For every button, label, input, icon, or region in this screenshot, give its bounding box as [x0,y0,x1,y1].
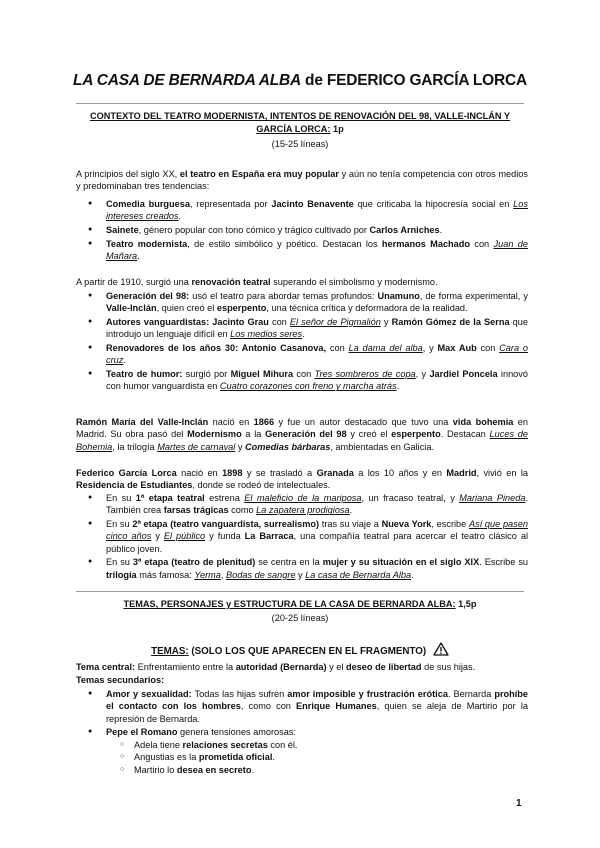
lorca-text: a los 10 años y en [353,468,447,478]
item-text: , quien creó el [156,303,217,314]
section2-lines: (20-25 líneas) [271,613,329,623]
valle-term: Modernismo [187,429,242,440]
item-text: . Escribe su [479,557,529,568]
item-work: El señor de Pigmalión [289,317,381,327]
title-work: LA CASA DE BERNARDA ALBA [72,72,301,89]
item-text: , una compañía teatral para acercar el teatro clásico al público joven. [106,531,529,554]
item-author: Enrique Humanes [296,701,377,712]
item-term: Teatro modernista [106,238,188,249]
item-work: Mariana Pineda [459,493,526,503]
list-item [76,688,528,725]
tema-central-text: de sus hijas. [421,662,476,672]
document-title [0,72,600,90]
item-text: . [439,225,443,235]
tendencias-list [76,198,528,264]
item-text: , y [415,369,430,379]
intro-t1: A principios del siglo XX, [76,169,180,179]
item-term: prohíbe el contacto con los hombres [106,689,529,712]
p1910-t2: renovación teatral [191,277,271,287]
lorca-place: Granada [316,468,354,478]
item-term: Comedia burguesa [106,199,190,209]
item-text: , una técnica crítica y deformadora de la realidad. [266,303,468,314]
item-work: La zapatera prodigiosa [256,505,350,516]
item-author: Ramón Gómez de la Serna [391,317,510,327]
item-text: , escribe [431,519,469,529]
list-item [76,290,528,315]
temas-secundarios-text: Temas secundarios: [76,675,165,685]
item-work: Los medios seres [230,329,303,340]
item-work: Yerma [194,569,221,580]
item-text: Todas las hijas sufren [191,689,288,699]
item-text: con [268,317,290,327]
item-author: Miguel Mihura [230,369,294,379]
item-text: , quien se aleja de Martirio por la represión de Bernarda. [106,701,528,724]
item-text: . [396,381,400,392]
temas-secundarios-list [76,688,528,777]
list-item [76,492,528,517]
item-text: , representada por [189,199,272,209]
lorca-text: , donde se rodeó de intelectuales. [192,480,331,491]
valle-text: . Destacan [440,429,490,440]
item-text: innovó con humor vanguardista en [106,369,528,392]
tema-central-text: Enfrentamiento entre la [135,662,236,672]
item-term: trilogía [106,569,137,580]
lorca-place: Residencia de Estudiantes [76,480,193,491]
valle-term: Generación del 98 [265,429,347,440]
item-author: hermanos Machado [381,238,470,249]
item-work: Así que pasen cinco años [106,519,528,542]
sub-text: con él. [267,739,298,750]
tema-central-term: deseo de libertad [345,662,422,672]
temas-heading-text: TEMAS: [151,646,189,657]
section1-lines: (15-25 líneas) [271,139,329,149]
item-text: . [302,329,305,340]
lorca-text: y se trasladó a [242,468,317,478]
item-text: y [295,569,306,580]
item-place: Nueva York [381,519,432,529]
item-term: Pepe el Romano [106,727,178,738]
item-work: El público [163,531,206,542]
tema-central-label: Tema central: [76,662,136,672]
pepe-sublist [106,739,528,776]
temas-heading [76,642,524,659]
item-author: Valle-Inclán [106,303,157,314]
sub-term: prometida oficial [198,752,273,763]
item-text: En su [106,519,133,529]
item-term: Renovadores de los años 30: Antonio Casanova, [106,343,327,353]
divider-middle [76,591,524,592]
lorca-text: , vivió en la [476,468,528,478]
valle-term: esperpento [391,429,441,440]
item-term: Amor y sexualidad: [106,689,192,699]
item-text: usó el teatro para abordar temas profundos: [189,291,378,301]
item-term: esperpento [216,303,267,314]
item-text: surgió por [182,369,231,379]
item-term: 1ª etapa teatral [135,493,205,503]
list-item [76,556,528,581]
valle-text: en Madrid. Su obra pasó del [76,417,529,440]
item-author: Jacinto Benavente [271,199,354,209]
item-text: , un fracaso teatral, y [361,493,460,503]
item-text: . También crea [106,493,529,516]
lorca-year: 1898 [222,468,243,478]
section1-heading [76,110,524,136]
valle-paragraph [76,416,528,453]
item-text: que criticaba la hipocresía social en [353,199,514,209]
p1910-t3: superando el simbolismo y modernismo. [270,277,438,287]
item-author: Carlos Arniches [369,225,440,235]
item-work: Juan de Mañara [106,238,529,261]
item-text: . [178,211,182,222]
item-text: como [228,505,257,516]
section2-points: 1,5p [455,599,477,609]
valle-work: Luces de Bohemia [76,429,528,452]
renovacion-list [76,290,528,394]
valle-text: a la [241,429,266,440]
item-work: La dama del alba [348,343,423,353]
item-text: . [137,251,140,261]
item-term: Generación del 98: [106,291,190,301]
item-work: El maleficio de la mariposa [244,493,362,503]
divider-top [76,103,524,104]
page-number: 1 [516,798,522,809]
item-work: Cuatro corazones con freno y marcha atrás [219,381,397,392]
item-work: Los intereses creados [106,199,528,222]
item-text: . [349,505,353,516]
item-text: , de forma experimental, y [419,291,528,301]
list-item [76,198,528,223]
item-term: farsas trágicas [163,505,229,516]
item-text: , y [422,343,438,353]
tema-central [76,661,528,673]
title-author: de FEDERICO GARCÍA LORCA [300,72,528,89]
item-term: mujer y su situación en el siglo XIX [322,557,480,568]
intro-paragraph [76,168,528,193]
item-text: , [220,569,227,580]
list-item [76,726,528,776]
item-term: amor imposible y frustración erótica [287,689,448,699]
list-item [76,238,528,263]
list-item [76,316,528,341]
valle-text: nació en [208,417,254,427]
valle-text: y creó el [346,429,392,440]
section2-heading-text: TEMAS, PERSONAJES y ESTRUCTURA DE LA CASA DE BERNARDA ALBA: [123,599,456,609]
item-work: Bodas de sangre [226,569,296,580]
item-author: Unamuno [377,291,420,301]
item-text: más famosa: [136,569,195,580]
item-text: con [470,238,494,249]
lorca-etapas-list [76,492,528,582]
item-term: 3ª etapa (teatro de plenitud) [132,557,256,568]
item-text: . [123,355,126,366]
item-text: que introdujo un lenguaje difícil en [106,317,528,340]
item-text: y funda [205,531,245,542]
valle-text: y [235,441,246,452]
item-text: se centra en la [255,557,323,568]
item-text: tras su viaje a [319,519,382,529]
item-author: Max Aub [437,343,477,353]
section1-heading-text: CONTEXTO DEL TEATRO MODERNISTA, INTENTOS DE RENOVACIÓN DEL 98, VALLE-INCLÁN Y GARCÍA LORCA: [89,111,511,134]
sub-text: Angustias es la [134,752,199,763]
item-text: , género popular con tono cómico y trágico cultivado por [138,225,370,235]
item-text: . [411,569,414,580]
warning-icon [433,642,449,659]
temas-secundarios-label [76,674,528,686]
item-text: con [476,343,500,353]
lorca-name: Federico García Lorca [76,468,177,478]
tema-central-term: autoridad (Bernarda) [235,662,327,672]
temas-note: (SOLO LOS QUE APARECEN EN EL FRAGMENTO) [188,646,427,657]
intro-t3: y aún no tenía competencia con otros medios y predominaban tres tendencias: [76,169,528,192]
sub-text: . [272,752,275,763]
item-text: , como con [240,701,297,712]
sub-text: . [251,764,255,775]
lorca-place: Madrid [446,468,477,478]
sublist-item [106,751,528,763]
list-item [76,342,528,367]
sub-text: Martirio lo [134,764,177,775]
item-term: 2ª etapa (teatro vanguardista, surrealismo) [132,519,320,529]
lorca-text: nació en [176,468,223,478]
item-text: En su [106,493,136,503]
item-text: estrena [204,493,245,503]
item-term: Sainete [106,225,139,235]
valle-text: , ambientadas en Galicia. [330,441,435,452]
renovacion-paragraph [76,276,528,288]
item-text: En su [106,557,133,568]
tema-central-text: y el [326,662,346,672]
item-term: Teatro de humor: [106,369,183,379]
item-term: La Barraca [244,531,294,542]
section2-heading [76,598,524,611]
item-text: con [326,343,349,353]
sub-term: relaciones secretas [182,739,268,750]
sublist-item [106,739,528,751]
item-work: La casa de Bernarda Alba [305,569,412,580]
item-text: genera tensiones amorosas: [177,727,296,738]
valle-term: vida bohemia [452,417,514,427]
valle-text: y fue un autor destacado que tuvo una [274,417,453,427]
valle-name: Ramón María del Valle-Inclán [76,417,209,427]
sub-term: desea en secreto [176,764,252,775]
item-work: Tres sombreros de copa [314,369,416,379]
lorca-paragraph [76,467,528,492]
p1910-t1: A partir de 1910, surgió una [76,277,192,287]
list-item [76,368,528,393]
item-text: y [151,531,164,542]
sublist-item [106,764,528,776]
item-text: , de estilo simbólico y poético. Destacan los [187,238,382,249]
item-text: y [380,317,392,327]
valle-work: Martes de carnaval [157,441,236,452]
list-item [76,224,528,236]
intro-t2: el teatro en España era muy popular [179,169,339,179]
valle-year: 1866 [253,417,275,427]
section1-points: 1p [330,124,344,134]
item-author: Jardiel Poncela [429,369,498,379]
valle-work: Comedias bárbaras [245,441,331,452]
item-text: . Bernarda [447,689,495,699]
sub-text: Adela tiene [134,739,183,750]
item-work: Cara o cruz [106,343,529,366]
list-item [76,518,528,555]
valle-text: , la trilogía [112,441,158,452]
item-text: con [293,369,315,379]
item-term: Autores vanguardistas: Jacinto Grau [106,317,269,327]
